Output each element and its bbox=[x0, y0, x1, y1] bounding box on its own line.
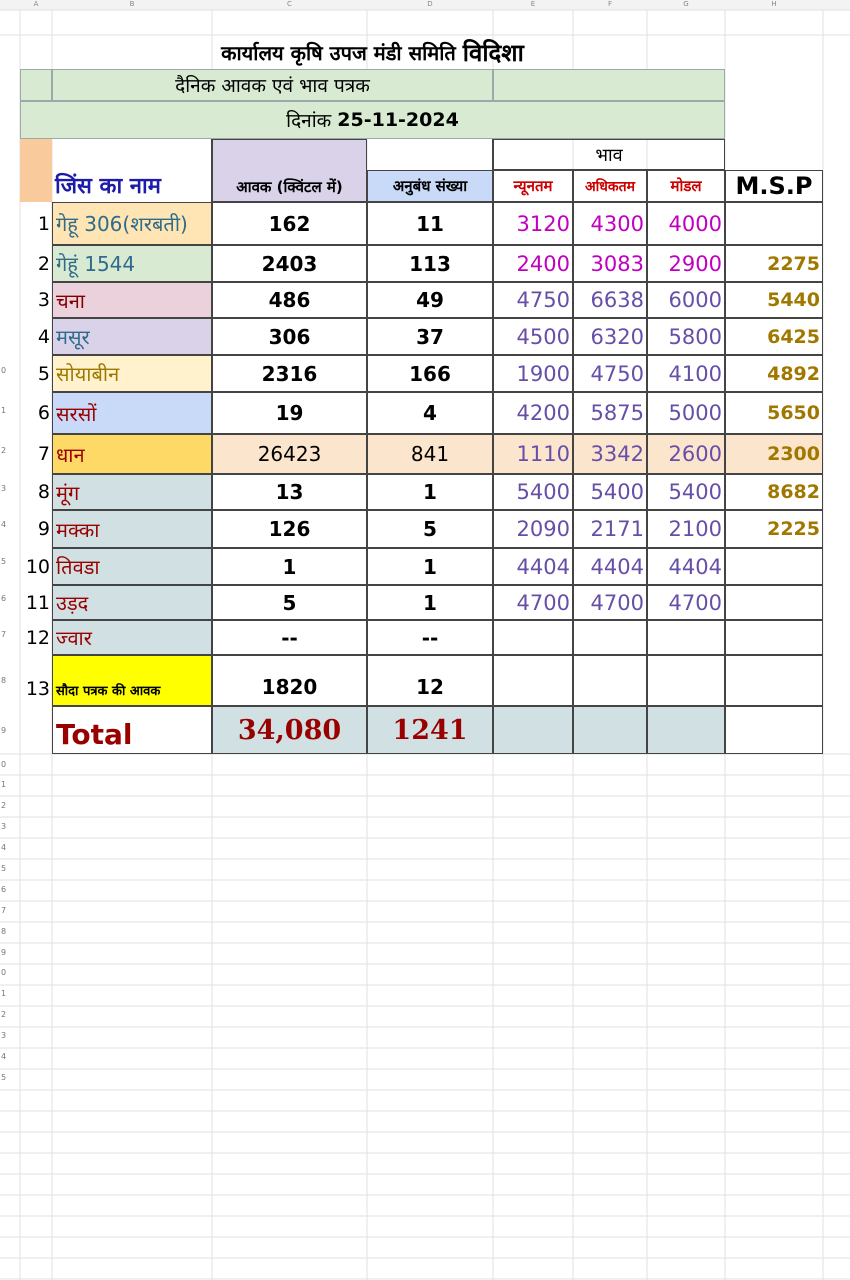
modal-rate-cell[interactable]: 4100 bbox=[647, 355, 725, 392]
modal-rate-cell[interactable]: 6000 bbox=[647, 282, 725, 318]
column-header-c[interactable]: C bbox=[287, 0, 292, 8]
msp-cell[interactable] bbox=[725, 585, 823, 620]
office-title[interactable] bbox=[20, 35, 725, 69]
max-rate-cell[interactable]: 4404 bbox=[573, 548, 647, 585]
row-number[interactable]: 8 bbox=[1, 927, 7, 936]
row-number[interactable]: 9 bbox=[1, 948, 7, 957]
max-rate-cell[interactable]: 3083 bbox=[573, 245, 647, 282]
row-number[interactable]: 2 bbox=[1, 446, 7, 455]
msp-cell[interactable]: 5650 bbox=[725, 392, 823, 434]
contracts-cell[interactable]: 12 bbox=[367, 655, 493, 706]
modal-rate-cell[interactable]: 2600 bbox=[647, 434, 725, 474]
office-city: विदिशा bbox=[462, 38, 524, 67]
date-row[interactable] bbox=[20, 101, 725, 139]
arrival-cell[interactable]: 26423 bbox=[212, 434, 367, 474]
max-rate-header[interactable]: अधिकतम bbox=[573, 170, 647, 202]
total-label[interactable]: Total bbox=[52, 706, 212, 754]
min-rate-cell[interactable] bbox=[493, 655, 573, 706]
row-number[interactable]: 1 bbox=[1, 989, 7, 998]
min-rate-cell[interactable]: 5400 bbox=[493, 474, 573, 510]
row-number[interactable]: 3 bbox=[1, 484, 7, 493]
max-rate-cell[interactable]: 4750 bbox=[573, 355, 647, 392]
min-rate-cell[interactable] bbox=[493, 620, 573, 655]
contracts-cell[interactable]: 841 bbox=[367, 434, 493, 474]
max-rate-cell[interactable] bbox=[573, 620, 647, 655]
total-contracts[interactable]: 1241 bbox=[367, 706, 493, 754]
modal-rate-cell[interactable]: 5800 bbox=[647, 318, 725, 355]
office-title-text: कार्यालय कृषि उपज मंडी समिति bbox=[221, 40, 456, 65]
row-number-cell[interactable]: 11 bbox=[25, 591, 50, 614]
arrival-cell[interactable]: 162 bbox=[212, 202, 367, 245]
modal-rate-cell[interactable]: 2900 bbox=[647, 245, 725, 282]
row-number-cell[interactable]: 2 bbox=[37, 252, 50, 275]
column-header-b[interactable]: B bbox=[129, 0, 135, 8]
row-number[interactable]: 5 bbox=[1, 1073, 7, 1082]
max-rate-cell[interactable]: 4300 bbox=[573, 202, 647, 245]
modal-rate-cell[interactable]: 5000 bbox=[647, 392, 725, 434]
msp-cell[interactable]: 6425 bbox=[725, 318, 823, 355]
arrival-cell[interactable]: 5 bbox=[212, 585, 367, 620]
msp-cell[interactable]: 4892 bbox=[725, 355, 823, 392]
arrival-cell[interactable]: 1 bbox=[212, 548, 367, 585]
commodity-cell[interactable]: सोयाबीन bbox=[52, 355, 212, 392]
max-rate-cell[interactable]: 6320 bbox=[573, 318, 647, 355]
row-number-cell[interactable]: 5 bbox=[37, 362, 50, 385]
arrival-cell[interactable]: 2316 bbox=[212, 355, 367, 392]
msp-cell[interactable] bbox=[725, 202, 823, 245]
msp-cell[interactable] bbox=[725, 620, 823, 655]
arrival-cell[interactable]: 126 bbox=[212, 510, 367, 548]
commodity-cell[interactable]: सरसों bbox=[52, 392, 212, 434]
row-number[interactable]: 6 bbox=[1, 594, 7, 603]
row-number[interactable]: 3 bbox=[1, 822, 7, 831]
serial-header-cell[interactable] bbox=[20, 139, 52, 202]
commodity-cell[interactable]: गेहूं 1544 bbox=[52, 245, 212, 282]
max-rate-cell[interactable]: 2171 bbox=[573, 510, 647, 548]
row-number-cell[interactable]: 10 bbox=[25, 555, 50, 578]
report-subtitle[interactable]: दैनिक आवक एवं भाव पत्रक bbox=[52, 69, 493, 101]
rate-group-header[interactable]: भाव bbox=[493, 139, 725, 170]
contracts-cell[interactable]: 11 bbox=[367, 202, 493, 245]
modal-rate-cell[interactable] bbox=[647, 620, 725, 655]
column-header-h[interactable]: H bbox=[771, 0, 777, 8]
row-number-cell[interactable]: 1 bbox=[37, 212, 50, 235]
row-number-cell[interactable]: 9 bbox=[37, 518, 50, 540]
contracts-cell[interactable]: 166 bbox=[367, 355, 493, 392]
row-number[interactable]: 1 bbox=[1, 780, 7, 789]
msp-cell[interactable]: 2225 bbox=[725, 510, 823, 548]
modal-rate-cell[interactable]: 4700 bbox=[647, 585, 725, 620]
contracts-header[interactable]: अनुबंध संख्या bbox=[367, 170, 493, 202]
column-header-g[interactable]: G bbox=[683, 0, 689, 8]
arrival-header[interactable]: आवक (क्विंटल में) bbox=[212, 139, 367, 202]
commodity-cell[interactable]: गेहू 306(शरबती) bbox=[52, 202, 212, 245]
contracts-cell[interactable]: -- bbox=[367, 620, 493, 655]
subtitle-row-right[interactable] bbox=[493, 69, 725, 101]
row-number-cell[interactable]: 4 bbox=[37, 325, 50, 348]
msp-cell[interactable] bbox=[725, 655, 823, 706]
modal-rate-header[interactable]: मोडल bbox=[647, 170, 725, 202]
min-rate-cell[interactable]: 4700 bbox=[493, 585, 573, 620]
contracts-cell[interactable]: 113 bbox=[367, 245, 493, 282]
msp-cell[interactable]: 8682 bbox=[725, 474, 823, 510]
contracts-cell[interactable]: 4 bbox=[367, 392, 493, 434]
msp-cell[interactable]: 5440 bbox=[725, 282, 823, 318]
row-number-cell[interactable]: 8 bbox=[37, 481, 50, 503]
commodity-cell[interactable]: सौदा पत्रक की आवक bbox=[52, 655, 212, 706]
row-number[interactable]: 0 bbox=[1, 366, 7, 375]
msp-cell[interactable]: 2300 bbox=[725, 434, 823, 474]
commodity-cell[interactable]: तिवडा bbox=[52, 548, 212, 585]
arrival-cell[interactable]: 2403 bbox=[212, 245, 367, 282]
total-msp-cell[interactable] bbox=[725, 706, 823, 754]
min-rate-cell[interactable]: 1110 bbox=[493, 434, 573, 474]
total-arrival[interactable]: 34,080 bbox=[212, 706, 367, 754]
min-rate-cell[interactable]: 4750 bbox=[493, 282, 573, 318]
row-number[interactable]: 7 bbox=[1, 630, 7, 639]
contracts-cell[interactable]: 37 bbox=[367, 318, 493, 355]
row-number[interactable]: 4 bbox=[1, 843, 7, 852]
column-header-d[interactable]: D bbox=[427, 0, 433, 8]
commodity-cell[interactable]: ज्वार bbox=[52, 620, 212, 655]
modal-rate-cell[interactable]: 2100 bbox=[647, 510, 725, 548]
max-rate-cell[interactable]: 3342 bbox=[573, 434, 647, 474]
row-number[interactable]: 5 bbox=[1, 557, 7, 566]
row-number-cell[interactable]: 3 bbox=[37, 289, 50, 311]
row-number-cell[interactable]: 12 bbox=[25, 626, 50, 649]
msp-header[interactable]: M.S.P bbox=[725, 170, 823, 202]
max-rate-cell[interactable] bbox=[573, 655, 647, 706]
contracts-cell[interactable]: 49 bbox=[367, 282, 493, 318]
date-label: दिनांक bbox=[286, 110, 332, 132]
commodity-cell[interactable]: उड़द bbox=[52, 585, 212, 620]
total-min-cell[interactable] bbox=[493, 706, 573, 754]
msp-cell[interactable] bbox=[725, 548, 823, 585]
max-rate-cell[interactable]: 6638 bbox=[573, 282, 647, 318]
arrival-cell[interactable]: -- bbox=[212, 620, 367, 655]
contracts-cell[interactable]: 1 bbox=[367, 474, 493, 510]
commodity-cell[interactable]: मसूर bbox=[52, 318, 212, 355]
commodity-cell[interactable]: मक्का bbox=[52, 510, 212, 548]
row-number[interactable]: 2 bbox=[1, 801, 7, 810]
total-max-cell[interactable] bbox=[573, 706, 647, 754]
row-number-cell[interactable]: 6 bbox=[37, 402, 50, 424]
min-rate-cell[interactable]: 4500 bbox=[493, 318, 573, 355]
row-number[interactable]: 8 bbox=[1, 676, 7, 685]
contracts-cell[interactable]: 1 bbox=[367, 585, 493, 620]
row-number[interactable]: 2 bbox=[1, 1010, 7, 1019]
max-rate-cell[interactable]: 5400 bbox=[573, 474, 647, 510]
max-rate-cell[interactable]: 5875 bbox=[573, 392, 647, 434]
column-header-a[interactable]: A bbox=[33, 0, 39, 8]
contracts-cell[interactable]: 5 bbox=[367, 510, 493, 548]
row-number[interactable]: 0 bbox=[1, 760, 7, 769]
row-number[interactable]: 7 bbox=[1, 906, 7, 915]
column-header-e[interactable]: E bbox=[530, 0, 536, 8]
row-number[interactable]: 1 bbox=[1, 406, 7, 415]
arrival-cell[interactable]: 486 bbox=[212, 282, 367, 318]
max-rate-cell[interactable]: 4700 bbox=[573, 585, 647, 620]
modal-rate-cell[interactable]: 4000 bbox=[647, 202, 725, 245]
modal-rate-cell[interactable]: 4404 bbox=[647, 548, 725, 585]
commodity-header[interactable]: जिंस का नाम bbox=[52, 139, 212, 202]
row-number[interactable]: 6 bbox=[1, 885, 7, 894]
total-modal-cell[interactable] bbox=[647, 706, 725, 754]
contracts-header-top[interactable] bbox=[367, 139, 493, 170]
modal-rate-cell[interactable]: 5400 bbox=[647, 474, 725, 510]
row-number-cell[interactable]: 7 bbox=[37, 443, 50, 465]
msp-cell[interactable]: 2275 bbox=[725, 245, 823, 282]
subtitle-row-left[interactable] bbox=[20, 69, 52, 101]
date-value: 25-11-2024 bbox=[337, 109, 459, 131]
min-rate-header[interactable]: न्यूनतम bbox=[493, 170, 573, 202]
arrival-cell[interactable]: 19 bbox=[212, 392, 367, 434]
modal-rate-cell[interactable] bbox=[647, 655, 725, 706]
arrival-cell[interactable]: 1820 bbox=[212, 655, 367, 706]
min-rate-cell[interactable]: 3120 bbox=[493, 202, 573, 245]
row-number[interactable]: 9 bbox=[1, 726, 7, 735]
commodity-cell[interactable]: धान bbox=[52, 434, 212, 474]
min-rate-cell[interactable]: 4404 bbox=[493, 548, 573, 585]
row-number[interactable]: 0 bbox=[1, 968, 7, 977]
arrival-cell[interactable]: 306 bbox=[212, 318, 367, 355]
column-header-f[interactable]: F bbox=[607, 0, 613, 8]
commodity-cell[interactable]: चना bbox=[52, 282, 212, 318]
contracts-cell[interactable]: 1 bbox=[367, 548, 493, 585]
total-serial-cell[interactable] bbox=[20, 706, 52, 754]
row-number[interactable]: 4 bbox=[1, 1052, 7, 1061]
arrival-cell[interactable]: 13 bbox=[212, 474, 367, 510]
row-number[interactable]: 5 bbox=[1, 864, 7, 873]
min-rate-cell[interactable]: 2090 bbox=[493, 510, 573, 548]
commodity-cell[interactable]: मूंग bbox=[52, 474, 212, 510]
min-rate-cell[interactable]: 2400 bbox=[493, 245, 573, 282]
min-rate-cell[interactable]: 1900 bbox=[493, 355, 573, 392]
min-rate-cell[interactable]: 4200 bbox=[493, 392, 573, 434]
row-number-cell[interactable]: 13 bbox=[25, 678, 50, 700]
row-number[interactable]: 3 bbox=[1, 1031, 7, 1040]
row-number[interactable]: 4 bbox=[1, 520, 7, 529]
